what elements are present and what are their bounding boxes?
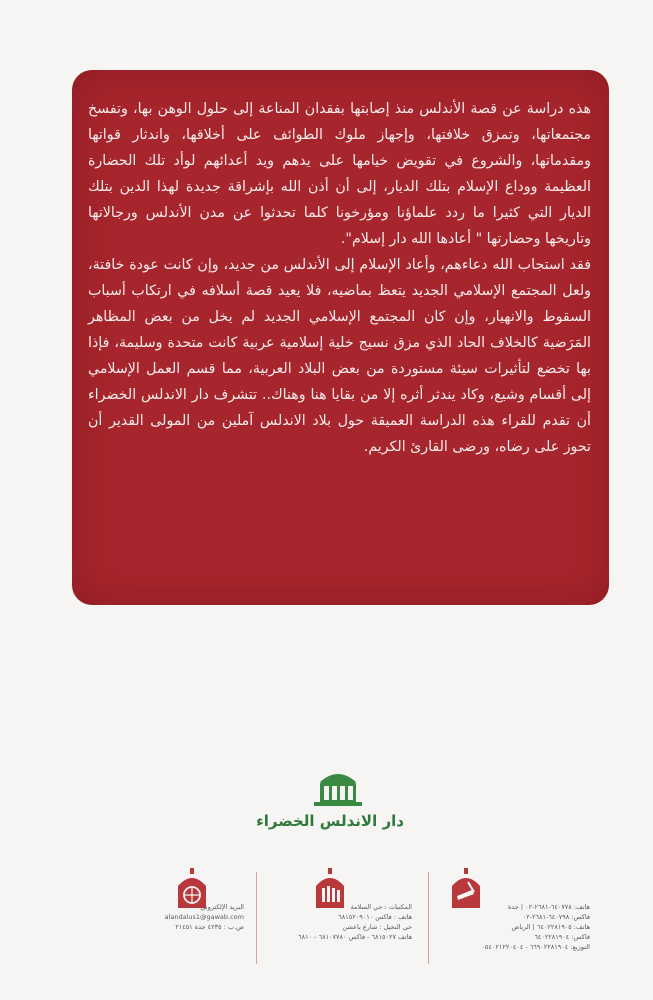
contact-2-line-4: هاتف ٦٨١٥٠٢٧ - فاكس ٦٨١٠٧٧٨٠ - ٦٨١٠ — [298, 933, 412, 941]
publisher-logo-icon — [268, 772, 408, 844]
divider — [256, 872, 257, 964]
contact-block-1 — [440, 868, 590, 968]
contact-1-line-5: التوزيع: ٦٦٩٠٢٢٨١٩٠٤ - ٠٥٤٠٢١٢٢٠٤٠٤ — [481, 943, 590, 951]
contact-2-line-1: المكتبات : حي السلامة — [350, 903, 412, 911]
blurb-paragraph-2: فقد استجاب الله دعاءهم، وأعاد الإسلام إلى الأندلس من جديد، وإن كانت عودة خافتة، ولعل المجتمع الإسلامي الجديد يتعظ بماضيه، فلا يعيد قصة أسلافه في ارتكاب أسباب السقوط والانهيار، وإن كان المجتمع الإسلامي الجديد لم يخل من بعض المظاهر المَرَضية كالخلاف الحاد الذي مزق نسيج خلية إسلامية عربية كانت متحدة وسليمة، فإذا بها تخضع لتأثيرات سيئة مستوردة من بعض البلاد العربية، مما قسم العمل الإسلامي إلى أقسام وشيع، وكاد يندثر أثره إلا من بقايا هنا وهناك.. تتشرف دار الاندلس الخضراء أن تقدم للقراء هذه الدراسة العميقة حول بلاد الاندلس آملين من المولى القدير أن تحوز على رضاه، ورضى القارئ الكريم. — [88, 257, 591, 455]
blurb-text — [88, 96, 591, 460]
contact-3-line-1: البريد الإلكتروني — [200, 903, 244, 911]
contact-block-2 — [262, 868, 422, 968]
contact-1-line-4: فاكس: ٦٤٠٢٢٨١٩٠٤ — [534, 933, 590, 941]
blurb-paragraph-1: هذه دراسة عن قصة الأندلس منذ إصابتها بفقدان المناعة إلى حلول الوهن بها، وتفسخ مجتمعاتها، وتمزق خلافتها، وإجهاز ملوك الطوائف على أخلاقها، واندثار قواتها ومقدماتها، والشروع في تقويض خيامها على يدهم ويد أعدائهم لوأد تلك الحضارة العظيمة ووداع الإسلام بتلك الديار، إلى أن أذن الله بإشراقة جديدة لهذا الدين بتلك الديار التي كثيرا ما ردد علماؤنا ومؤرخونا كلما تحدثوا عن مدن الأندلس ورجالاتها وتاريخها وحضارتها " أعادها الله دار إسلام". — [88, 101, 591, 247]
contact-2-line-3: حي النخيل : شارع باعشن — [342, 923, 412, 931]
contact-1-line-2: فاكس: ٦٤٠٧٩٨-٢٦٨١-٠٢ — [522, 913, 590, 921]
publisher-name: دار الاندلس الخضراء — [256, 812, 404, 830]
contact-3-line-2: alandalus1@gawab.com — [164, 913, 244, 921]
contact-2-line-2: هاتف : فاكس ٦٨١٥٢٠٩٠١٠ — [338, 913, 412, 921]
divider — [428, 872, 429, 964]
contact-block-3 — [118, 868, 248, 968]
contact-1-line-1: هاتف: ٦٤٠٧٧٨-٢٦٨١-٠٢ | جدة — [508, 903, 590, 911]
contact-1-line-3: هاتف: ٦٤٠٢٢٨١٩٠٥ | الرياض — [511, 923, 590, 931]
contact-3-line-3: ص.ب : ٤٢٣٥ جدة ٢١٤٥١ — [175, 923, 244, 931]
